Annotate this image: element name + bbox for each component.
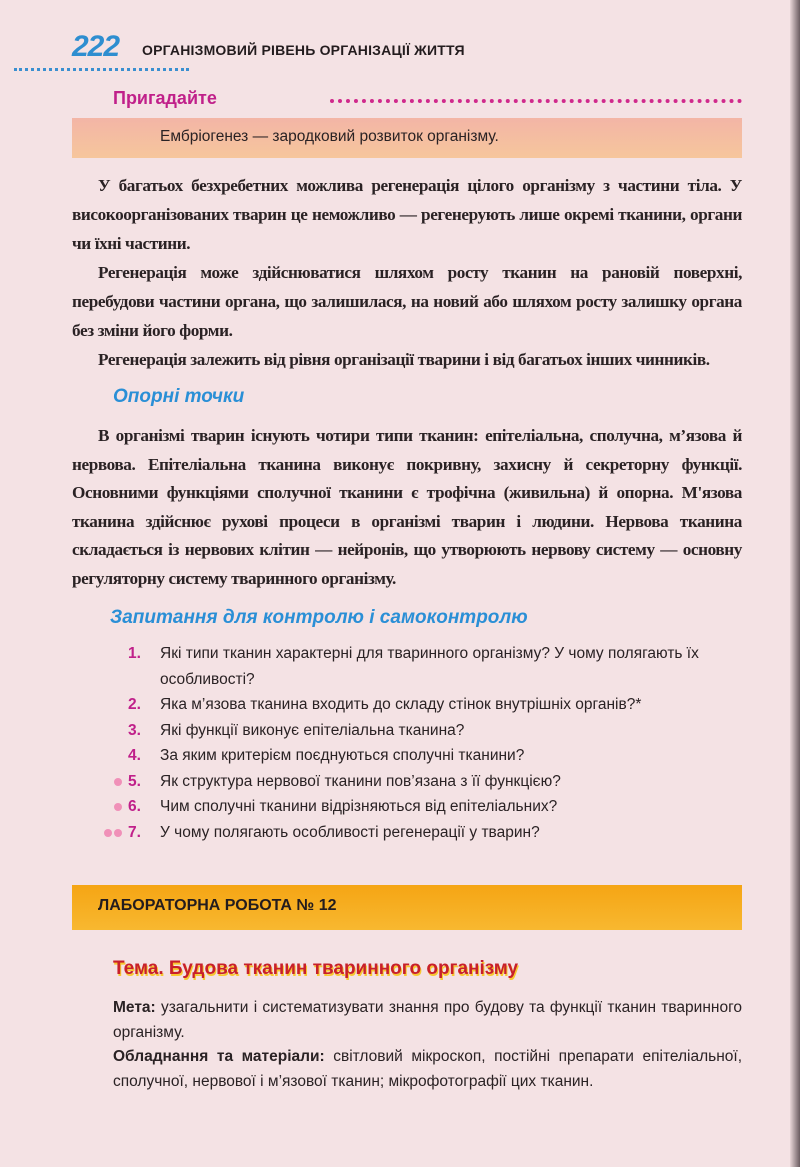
remember-header [72, 86, 742, 118]
question-number: 3. [128, 721, 141, 739]
question-number: 5. [128, 772, 141, 790]
remember-heading: Пригадайте [113, 88, 217, 108]
question-number: 6. [128, 798, 141, 815]
key-points-heading: Опорні точки [113, 386, 245, 407]
page-content [72, 86, 742, 1124]
key-points-text [72, 422, 742, 593]
remember-box [72, 118, 742, 158]
page-edge [790, 0, 800, 1167]
remember-text: Ембріогенез — зародковий розвиток організму. [160, 128, 499, 145]
question-item [128, 718, 742, 744]
dotted-divider [14, 68, 189, 71]
question-item [128, 692, 742, 718]
question-text: За яким критерієм поєднуються сполучні тканини? [160, 747, 525, 764]
question-text: Чим сполучні тканини відрізняються від епітеліальних? [160, 798, 558, 815]
running-title: ОРГАНІЗМОВИЙ РІВЕНЬ ОРГАНІЗАЦІЇ ЖИТТЯ [142, 42, 465, 58]
question-item [128, 743, 742, 769]
equipment-label: Обладнання та матеріали: [113, 1048, 325, 1065]
difficulty-dot-icon [104, 829, 112, 837]
intro-text [72, 171, 742, 374]
question-item [128, 794, 742, 820]
equipment-text: світловий мікроскоп, постійні препарати епітеліальної, сполучної, нервової і м’язової тканин; мікрофотографії цих тканин. [113, 1048, 743, 1090]
paragraph: У багатьох безхребетних можлива регенерація цілого організму з частини тіла. У високоорганізованих тварин це неможливо — регенерують лише окремі тканини, органи чи їхні частини. [72, 176, 742, 253]
goal-label: Мета: [113, 999, 156, 1016]
lab-topic: Тема. Будова тканин тваринного організму [113, 958, 519, 979]
paragraph: В організмі тварин існують чотири типи тканин: епітеліальна, сполучна, м’язова й нервова. Епітеліальна тканина виконує покривну, захисну й секреторну функції. Основними функціями сполучної тканини є трофічна (живильна) й опорна. М'язова тканина здійснює рухові процеси в організмі тварин і людини. Нервова тканина складається із нервових клітин — нейронів, що утворюють нервову систему — основну регуляторну систему тваринного організму. [72, 426, 742, 588]
question-number: 7. [128, 823, 141, 841]
paragraph: Регенерація залежить від рівня організації тварини і від багатьох інших чинників. [98, 350, 710, 369]
dotted-divider-pink [330, 99, 742, 103]
question-number: 2. [128, 696, 141, 713]
question-text: Яка м’язова тканина входить до складу стінок внутрішніх органів?* [160, 696, 642, 713]
difficulty-dot-icon [114, 803, 122, 811]
questions-list [72, 641, 742, 845]
difficulty-dot-icon [114, 778, 122, 786]
lab-title: ЛАБОРАТОРНА РОБОТА № 12 [98, 897, 337, 914]
lab-banner [72, 885, 742, 930]
page-number: 222 [72, 30, 120, 63]
question-item [128, 641, 742, 692]
question-text: У чому полягають особливості регенерації у тварин? [160, 823, 540, 841]
question-text: Як структура нервової тканини пов’язана з її функцією? [160, 772, 561, 790]
question-item [128, 820, 742, 846]
question-text: Які типи тканин характерні для тваринного організму? У чому полягають їх особливості? [160, 645, 699, 688]
question-item [128, 769, 742, 795]
paragraph: Регенерація може здійснюватися шляхом росту тканин на рановій поверхні, перебудови частини органа, що залишилася, на новий або шляхом росту залишку органа без зміни його форми. [72, 263, 742, 340]
question-number: 4. [128, 747, 141, 764]
question-text: Які функції виконує епітеліальна тканина? [160, 721, 465, 739]
lab-details [72, 996, 742, 1094]
question-number: 1. [128, 645, 141, 662]
difficulty-dot-icon [114, 829, 122, 837]
questions-heading: Запитання для контролю і самоконтролю [110, 607, 528, 628]
goal-text: узагальнити і систематизувати знання про будову та функції тканин тваринного організму. [113, 999, 742, 1041]
